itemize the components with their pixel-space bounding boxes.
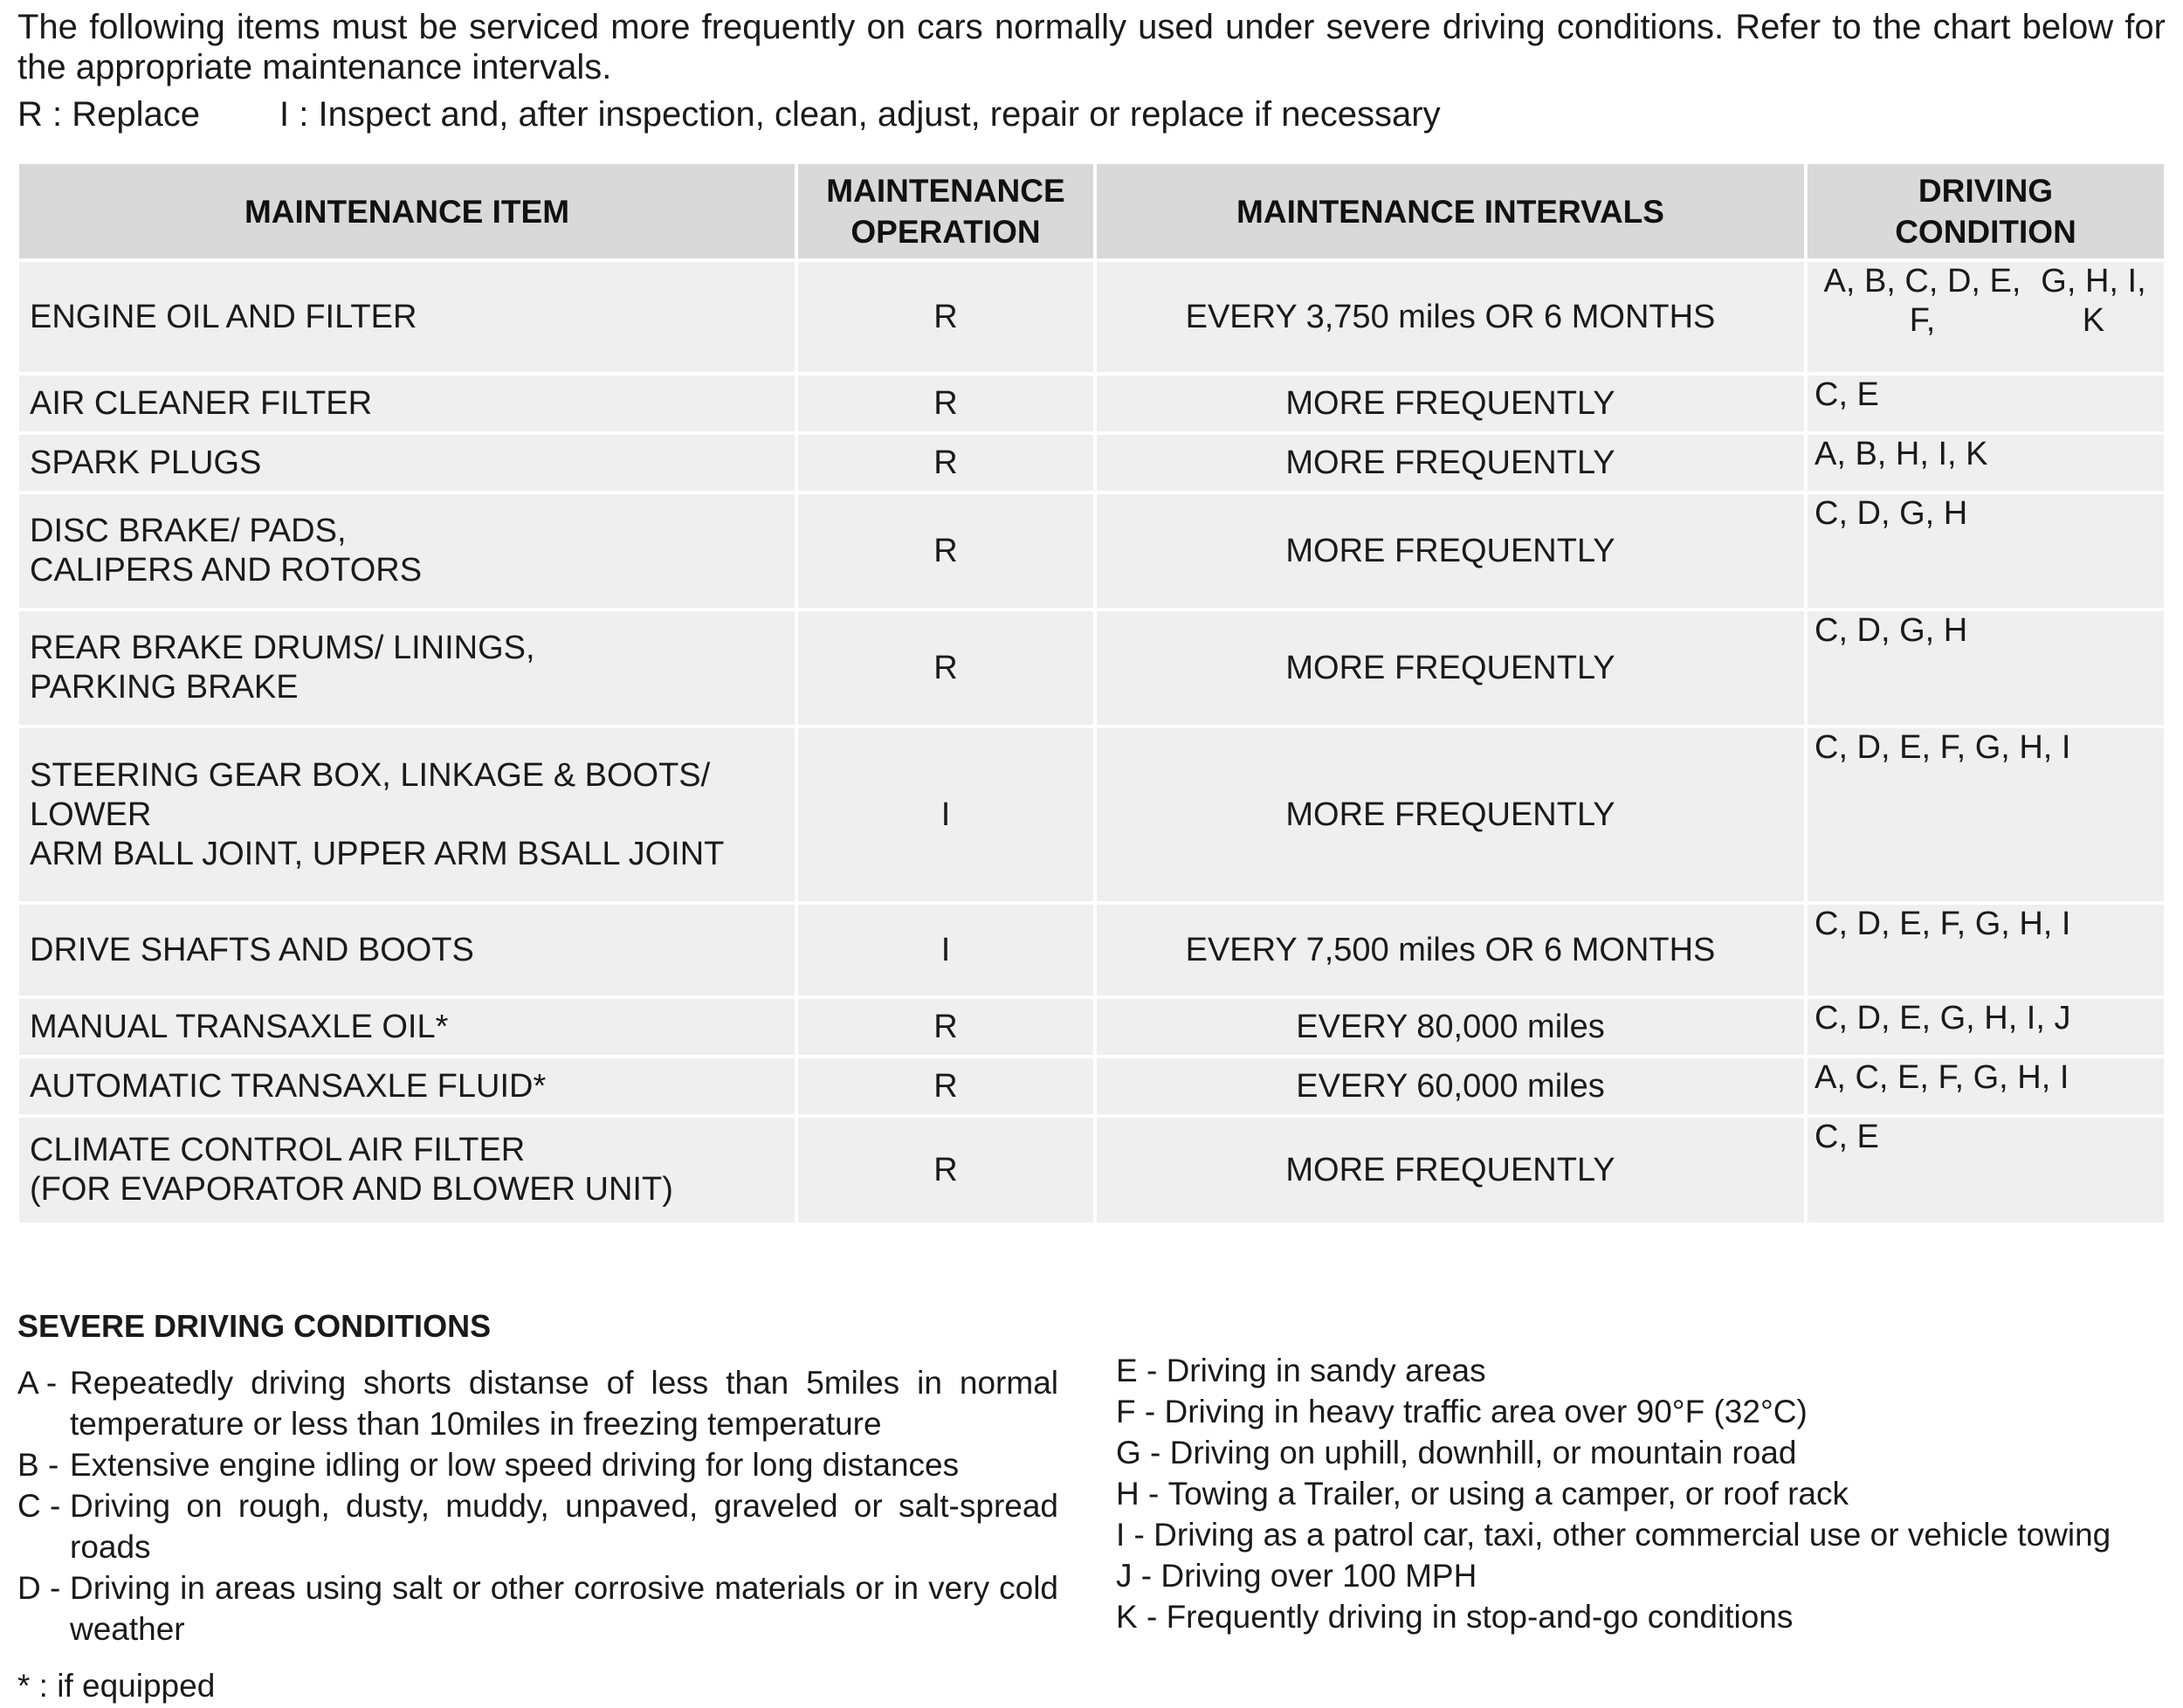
table-row (19, 494, 2164, 608)
list-item (1116, 1350, 2174, 1391)
condition-key: C - (17, 1488, 61, 1524)
row-condition: A, B, C, D, E, F, G, H, I, K (1808, 262, 2164, 372)
list-item (17, 1485, 1058, 1567)
condition-text: Repeatedly driving shorts distanse of less than 5miles in normal temperature or less than 10miles in freezing temperature (70, 1365, 1058, 1442)
row-interval: MORE FREQUENTLY (1097, 728, 1804, 901)
table-row (19, 999, 2164, 1055)
footnote: * : if equipped (17, 1668, 216, 1704)
table-row (19, 435, 2164, 491)
condition-key: H - (1116, 1476, 1168, 1512)
table-row (19, 905, 2164, 995)
header-maintenance-item: MAINTENANCE ITEM (19, 164, 795, 258)
row-interval: MORE FREQUENTLY (1097, 375, 1804, 431)
condition-key: I - (1116, 1517, 1154, 1553)
table-row (19, 1118, 2164, 1222)
condition-text: Driving over 100 MPH (1160, 1558, 1477, 1594)
condition-text: Driving in heavy traffic area over 90°F (32°C) (1164, 1394, 1808, 1429)
row-item: AIR CLEANER FILTER (19, 375, 795, 431)
row-item: MANUAL TRANSAXLE OIL* (19, 999, 795, 1055)
operation-legend (17, 94, 1441, 134)
row-interval: MORE FREQUENTLY (1097, 611, 1804, 725)
row-item: AUTOMATIC TRANSAXLE FLUID* (19, 1058, 795, 1114)
condition-text: Frequently driving in stop-and-go conditions (1166, 1599, 1794, 1635)
row-item: DISC BRAKE/ PADS, CALIPERS AND ROTORS (19, 494, 795, 608)
row-interval: MORE FREQUENTLY (1097, 435, 1804, 491)
condition-key: E - (1116, 1353, 1167, 1388)
maintenance-table (16, 161, 2167, 1226)
legend-replace: R : Replace (17, 95, 200, 134)
row-interval: EVERY 7,500 miles OR 6 MONTHS (1097, 905, 1804, 995)
table-row (19, 728, 2164, 901)
header-driving-condition: DRIVING CONDITION (1808, 164, 2164, 258)
severe-conditions-title: SEVERE DRIVING CONDITIONS (17, 1308, 492, 1344)
condition-text: Driving in sandy areas (1166, 1353, 1486, 1388)
condition-key: K - (1116, 1599, 1167, 1635)
list-item (1116, 1391, 2174, 1432)
row-operation: R (798, 999, 1093, 1055)
list-item (17, 1444, 1058, 1485)
row-item: STEERING GEAR BOX, LINKAGE & BOOTS/ LOWER ARM BALL JOINT, UPPER ARM BSALL JOINT (19, 728, 795, 901)
condition-key: D - (17, 1570, 61, 1606)
row-interval: MORE FREQUENTLY (1097, 494, 1804, 608)
row-item: SPARK PLUGS (19, 435, 795, 491)
header-maintenance-operation: MAINTENANCE OPERATION (798, 164, 1093, 258)
row-operation: R (798, 435, 1093, 491)
condition-text: Towing a Trailer, or using a camper, or roof rack (1167, 1476, 1849, 1512)
condition-key: B - (17, 1447, 59, 1483)
row-operation: R (798, 611, 1093, 725)
condition-key: F - (1116, 1394, 1165, 1429)
row-interval: MORE FREQUENTLY (1097, 1118, 1804, 1222)
row-operation: R (798, 262, 1093, 372)
list-item (1116, 1514, 2174, 1555)
table-row (19, 611, 2164, 725)
condition-key: A - (17, 1365, 58, 1401)
condition-text: Driving on uphill, downhill, or mountain road (1169, 1435, 1797, 1470)
intro-paragraph: The following items must be serviced more frequently on cars normally used under severe driving conditions. Refer to the chart below for the appropriate maintenance intervals. (17, 8, 2166, 86)
row-interval: EVERY 60,000 miles (1097, 1058, 1804, 1114)
row-condition: C, D, E, G, H, I, J (1808, 999, 2164, 1055)
row-condition: C, D, E, F, G, H, I (1808, 905, 2164, 995)
table-row (19, 375, 2164, 431)
row-operation: R (798, 1058, 1093, 1114)
table-row (19, 262, 2164, 372)
row-condition: A, C, E, F, G, H, I (1808, 1058, 2164, 1114)
list-item (1116, 1473, 2174, 1514)
list-item (17, 1567, 1058, 1649)
row-interval: EVERY 3,750 miles OR 6 MONTHS (1097, 262, 1804, 372)
row-operation: R (798, 375, 1093, 431)
row-operation: I (798, 905, 1093, 995)
table-row (19, 1058, 2164, 1114)
list-item (1116, 1555, 2174, 1596)
row-interval: EVERY 80,000 miles (1097, 999, 1804, 1055)
row-operation: I (798, 728, 1093, 901)
row-condition: C, D, E, F, G, H, I (1808, 728, 2164, 901)
list-item (17, 1362, 1058, 1444)
condition-text: Driving in areas using salt or other corrosive materials or in very cold weather (70, 1570, 1058, 1647)
header-maintenance-intervals: MAINTENANCE INTERVALS (1097, 164, 1804, 258)
row-condition: C, E (1808, 375, 2164, 431)
conditions-list-right (1116, 1350, 2174, 1637)
condition-key: G - (1116, 1435, 1170, 1470)
condition-text: Driving as a patrol car, taxi, other commercial use or vehicle towing (1153, 1517, 2111, 1553)
condition-text: Driving on rough, dusty, muddy, unpaved, graveled or salt-spread roads (70, 1488, 1058, 1565)
row-condition: A, B, H, I, K (1808, 435, 2164, 491)
legend-inspect: I : Inspect and, after inspection, clean, adjust, repair or replace if necessary (279, 95, 1441, 134)
row-item: DRIVE SHAFTS AND BOOTS (19, 905, 795, 995)
row-condition: C, D, G, H (1808, 611, 2164, 725)
conditions-list-left (17, 1362, 1058, 1649)
list-item (1116, 1596, 2174, 1637)
row-item: ENGINE OIL AND FILTER (19, 262, 795, 372)
condition-text: Extensive engine idling or low speed driving for long distances (70, 1447, 960, 1483)
row-operation: R (798, 494, 1093, 608)
row-item: REAR BRAKE DRUMS/ LININGS, PARKING BRAKE (19, 611, 795, 725)
row-item: CLIMATE CONTROL AIR FILTER (FOR EVAPORATOR AND BLOWER UNIT) (19, 1118, 795, 1222)
list-item (1116, 1432, 2174, 1473)
row-condition: C, D, G, H (1808, 494, 2164, 608)
table-header-row (19, 164, 2164, 258)
condition-key: J - (1116, 1558, 1161, 1594)
row-operation: R (798, 1118, 1093, 1222)
row-condition: C, E (1808, 1118, 2164, 1222)
